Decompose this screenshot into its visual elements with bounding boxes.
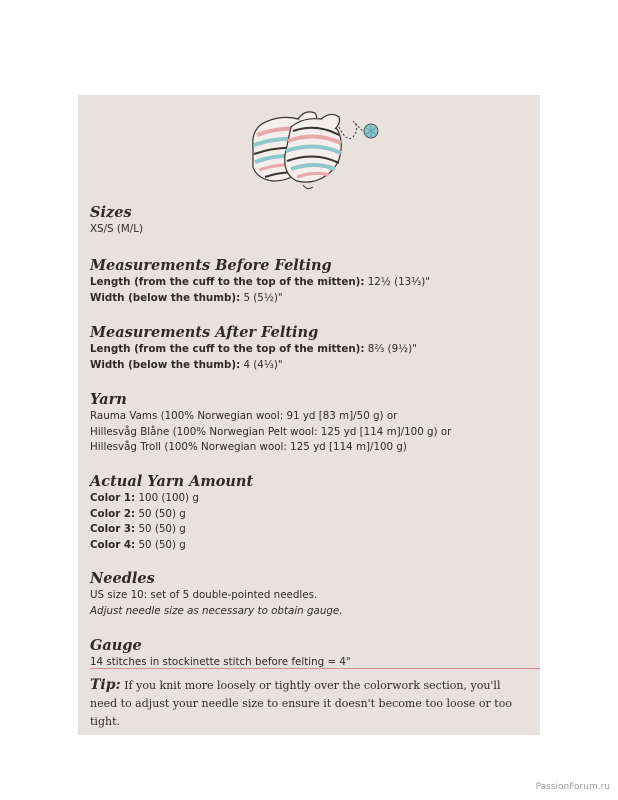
color-label: Color 4: [90,538,136,551]
width-before-value: 5 (5½)" [240,291,283,304]
width-after-line [90,358,530,374]
length-before-value: 12½ (13⅓)" [364,276,430,288]
yarn-amount-section [90,473,530,553]
tip-label: Tip: [90,677,121,693]
color-label: Color 3: [90,523,136,535]
divider [90,668,540,669]
watermark: PassionForum.ru [535,782,610,792]
needles-note-text: Adjust needle size as necessary to obtain gauge. [90,604,343,617]
width-before-label: Width (below the thumb): [90,291,241,304]
length-after-value: 8⅔ (9½)" [364,343,417,355]
needles-text: US size 10: set of 5 double-pointed needles. [90,589,318,601]
pompom-icon [364,123,378,139]
measurements-before-section [90,257,530,306]
length-before-label: Length (from the cuff to the top of the mitten): [90,276,365,288]
color-label: Color 2: [90,507,136,520]
sizes-heading: Sizes [90,204,132,221]
yarn-section [90,391,530,456]
yarn-heading: Yarn [90,391,127,408]
width-before-line [90,291,530,307]
tip-box [90,676,530,731]
yarn-amount-item [90,491,530,507]
yarn-line: Hillesvåg Troll (100% Norwegian wool: 125 yd [114 m]/100 g) [90,441,407,453]
measurements-before-heading: Measurements Before Felting [90,257,332,274]
mitten-pair-illustration [243,107,383,192]
width-after-value: 4 (4⅓)" [240,358,283,371]
width-after-label: Width (below the thumb): [90,358,241,371]
needles-section [90,570,530,619]
yarn-line: Hillesvåg Blåne (100% Norwegian Pelt wool: 125 yd [114 m]/100 g) or [90,425,452,438]
cord-icon [339,121,367,138]
gauge-section [90,637,530,671]
needles-note [90,604,530,620]
color-value: 50 (50) g [135,523,186,535]
gauge-heading: Gauge [90,637,142,654]
gauge-text: 14 stitches in stockinette stitch before felting = 4" [90,656,351,668]
length-after-line [90,342,530,358]
measurements-after-section [90,324,530,373]
color-value: 100 (100) g [135,492,199,504]
color-value: 50 (50) g [135,507,186,520]
needles-heading: Needles [90,570,155,587]
pattern-panel [78,95,540,735]
sizes-section [90,204,530,238]
tip-text: If you knit more loosely or tightly over the colorwork section, you'll need to adjust your needle size to ensure it doesn't become too loose or too tight. [90,679,512,728]
color-value: 50 (50) g [135,538,186,551]
yarn-amount-item [90,507,530,523]
color-label: Color 1: [90,492,136,504]
measurements-after-heading: Measurements After Felting [90,324,319,341]
yarn-amount-heading: Actual Yarn Amount [90,473,254,490]
length-before-line [90,275,530,291]
yarn-amount-item [90,538,530,554]
sizes-text: XS/S (M/L) [90,223,143,235]
right-mitten-icon [285,114,341,188]
yarn-amount-item [90,522,530,538]
length-after-label: Length (from the cuff to the top of the mitten): [90,343,365,355]
yarn-line: Rauma Vams (100% Norwegian wool: 91 yd [83 m]/50 g) or [90,410,398,422]
